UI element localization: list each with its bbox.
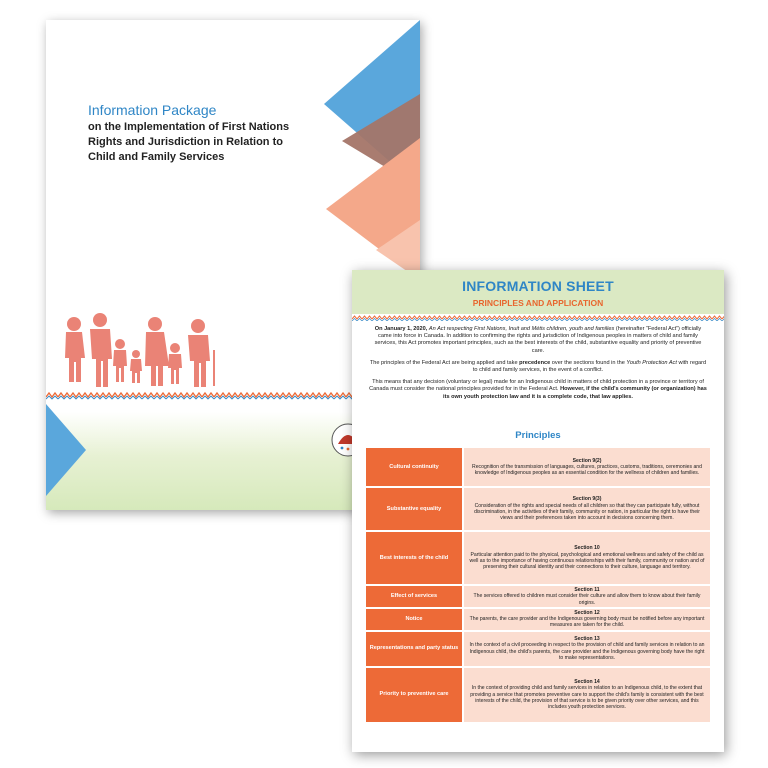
principle-section: Section 9(2): [572, 457, 602, 464]
principle-description: [464, 609, 710, 630]
p3-bold: However, if the child's community (or organization) has its own youth protection law and it is a complete code, that law applies.: [443, 386, 707, 400]
principles-heading: Principles: [515, 430, 561, 441]
principle-section: Section 13: [574, 636, 600, 643]
principle-description: [464, 586, 710, 607]
table-row: [366, 609, 710, 630]
intro-act-title: An Act respecting First Nations, Inuit and Métis children, youth and families: [428, 326, 615, 332]
intro-paragraph: [368, 326, 708, 355]
intro-date: On January 1, 2020,: [374, 326, 428, 332]
intro-rest: (hereinafter “Federal Act”) officially came into force in Canada. In addition to confirming the rights and jurisdiction of Indigenous peoples in matters of child and family services, this Act promotes important principles, such as the best interests of the child, substantive equality and priority of preventive care.: [374, 326, 702, 354]
p3-normal: This means that any decision (voluntary or legal) made for an Indigenous child in matters of child protection in a province or territory of Canada must consider the national principles provided for in the Federal Act.: [369, 379, 704, 393]
principle-section: Section 10: [574, 545, 600, 552]
sheet-body: [368, 326, 708, 406]
p2-bold: precedence: [519, 359, 551, 366]
decision-paragraph: [368, 379, 708, 401]
principle-text: Particular attention paid to the physical, psychological and emotional wellness and safety of the child as well as to the importance of having continuous relationships with their family, community or nation and of preserving their cultural identity and their connections to their culture, language and territory.: [469, 551, 705, 571]
p2-italic: Youth Protection Act: [626, 359, 677, 366]
table-row: [366, 632, 710, 666]
principle-section: Section 12: [574, 609, 600, 616]
principle-text: Recognition of the transmission of languages, cultures, practices, customs, traditions, ceremonies and knowledge of Indigenous peoples as an essential condition for the wellness of children and families.: [472, 463, 702, 477]
principle-section: Section 9(3): [572, 496, 602, 503]
principle-label: Cultural continuity: [366, 448, 464, 486]
table-row: [366, 532, 710, 584]
principle-description: [464, 668, 710, 722]
family-illustration: [60, 310, 260, 392]
principle-description: [464, 532, 710, 584]
principle-label: Priority to preventive care: [366, 668, 464, 722]
principle-label: Substantive equality: [366, 488, 464, 530]
principle-text: The services offered to children must consider their culture and allow them to know about their family origins.: [473, 593, 701, 606]
principle-description: [464, 448, 710, 486]
table-row: [366, 668, 710, 722]
principle-section: Section 11: [574, 587, 600, 593]
principles-table: [366, 446, 710, 724]
principle-label: Representations and party status: [366, 632, 464, 666]
principle-description: [464, 488, 710, 530]
sheet-subtitle: PRINCIPLES AND APPLICATION: [472, 298, 604, 308]
table-row: [366, 488, 710, 530]
p2-middle: over the sections found in the: [551, 359, 625, 366]
principle-text: In the context of providing child and family services in relation to an Indigenous child, to the extent that providing a service that promotes preventive care to support the child's family is consistent with the best interests of the child, the provision of that service is to be given priority over other services, and this includes youth protection services.: [470, 685, 704, 711]
cover-title: Information Package: [88, 102, 217, 118]
p2-end: with regard to child and family services, in the event of a conflict.: [472, 359, 707, 374]
sheet-pattern-strip: [352, 315, 724, 321]
principle-description: [464, 632, 710, 666]
p2-start: The principles of the Federal Act are being applied and take: [369, 359, 518, 366]
table-row: [366, 448, 710, 486]
table-row: [366, 586, 710, 607]
principle-label: Notice: [366, 609, 464, 630]
information-sheet: [352, 270, 724, 752]
principle-label: Effect of services: [366, 586, 464, 607]
cover-subtitle: on the Implementation of First Nations Rights and Jurisdiction in Relation to Child and Family Services: [88, 121, 290, 163]
precedence-paragraph: [368, 360, 708, 374]
sheet-title: INFORMATION SHEET: [462, 278, 614, 294]
principle-text: In the context of a civil proceeding in respect to the provision of child and family services in relation to an Indigenous child, the child's parents, the care provider and the Indigenous governing body have the right to make representations.: [469, 642, 705, 662]
principle-section: Section 14: [574, 679, 600, 686]
principle-text: The parents, the care provider and the Indigenous governing body must be notified before any important measures are taken for the child.: [469, 616, 705, 629]
principle-label: Best interests of the child: [366, 532, 464, 584]
principle-text: Consideration of the rights and special needs of all children so that they can participate fully, without discrimination, in the activities of their family, community or nation, in particular the right to have their views and their preferences taken into account in decisions concerning them.: [474, 502, 700, 522]
